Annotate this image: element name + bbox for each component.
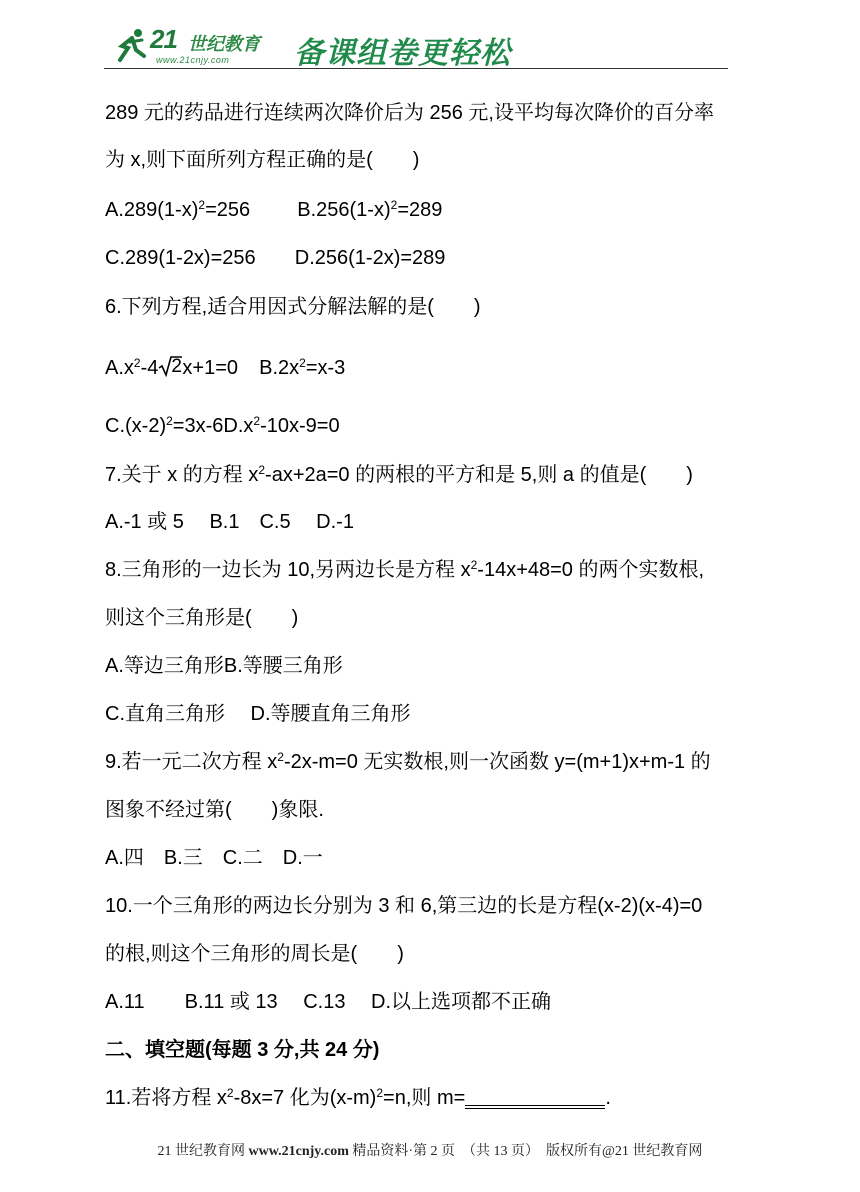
footer-url: www.21cnjy.com — [248, 1144, 349, 1159]
q8-stem-line2: 则这个三角形是( ) — [105, 607, 299, 629]
footer-site: 21 世纪教育网 — [157, 1144, 246, 1159]
q6-option-a: $A.x^2-4$ 2 x+1=0 — [105, 356, 238, 379]
footer-page-info: 精品资料·第 2 页 （共 13 页） 版权所有@21 世纪教育网 — [352, 1144, 703, 1159]
answer-blank[interactable] — [465, 1087, 605, 1106]
q10-stem-line1: 10.一个三角形的两边长分别为 3 和 6,第三边的长是方程(x-2)(x-4)=0 — [105, 895, 703, 917]
q5-option-c: C.289(1-2x)=256 — [105, 247, 256, 269]
q10-options: A.11 B.11 或 13 C.13 D.以上选项都不正确 — [105, 991, 552, 1013]
q5-options-cd — [105, 246, 445, 270]
logo-url: www.21cnjy.com — [156, 55, 230, 65]
sqrt-symbol: 2 — [158, 355, 182, 377]
q8-options-cd: C.直角三角形 D.等腰直角三角形 — [105, 703, 411, 725]
q5-option-a: $A.289(1-x)^2=256$ — [105, 198, 251, 221]
q5-option-d: D.256(1-2x)=289 — [294, 247, 446, 269]
q8-options-ab: A.等边三角形B.等腰三角形 — [105, 655, 343, 677]
q7-stem: 7.关于 x 的方程 $x^2-ax+2a=0$ 的两根的平方和是 5,则 a 的值是( ) — [105, 463, 693, 486]
q6-options-ab — [105, 355, 345, 380]
q6-stem: 6.下列方程,适合用因式分解法解的是( ) — [105, 296, 481, 318]
runner-logo-icon — [110, 26, 150, 66]
q6-option-b: $B.2x^2=x-3$ — [259, 356, 346, 379]
section-title: 二、填空题(每题 3 分,共 24 分) — [105, 1039, 380, 1061]
q5-options-ab — [105, 198, 442, 222]
q9-stem-line1: 9.若一元二次方程 $x^2-2x-m=0$ 无实数根,则一次函数 y=(m+1)x+m-1 的 — [105, 750, 711, 773]
q6-options-cd — [105, 414, 340, 438]
q5-option-b: $B.256(1-x)^2=289$ — [297, 198, 443, 221]
header-divider — [104, 68, 728, 69]
q6-option-d: $D.x^2-10x-9=0$ — [223, 414, 340, 437]
q11-stem: 11.若将方程 $x^2-8x=7$ 化为$(x-m)^2=n$,则 m= . — [105, 1086, 611, 1109]
logo-text: 世纪教育 — [188, 34, 260, 54]
q5-stem-line2: 为 x,则下面所列方程正确的是( ) — [105, 149, 420, 171]
logo-number: 21 — [150, 24, 177, 54]
q8-stem-line1: 8.三角形的一边长为 10,另两边长是方程 $x^2-14x+48=0$ 的两个实数根, — [105, 558, 705, 581]
q9-stem-line2: 图象不经过第( )象限. — [105, 799, 324, 821]
page-header — [104, 22, 728, 72]
q6-option-c: $C.(x-2)^2=3x-6$ — [105, 414, 224, 437]
q9-options: A.四 B.三 C.二 D.一 — [105, 847, 323, 869]
q5-stem-line1: 289 元的药品进行连续两次降价后为 256 元,设平均每次降价的百分率 — [105, 102, 714, 124]
q7-options: A.-1 或 5 B.1 C.5 D.-1 — [105, 511, 354, 533]
header-slogan: 备课组卷更轻松 — [294, 37, 511, 70]
q10-stem-line2: 的根,则这个三角形的周长是( ) — [105, 943, 404, 965]
page-footer — [0, 1140, 860, 1160]
